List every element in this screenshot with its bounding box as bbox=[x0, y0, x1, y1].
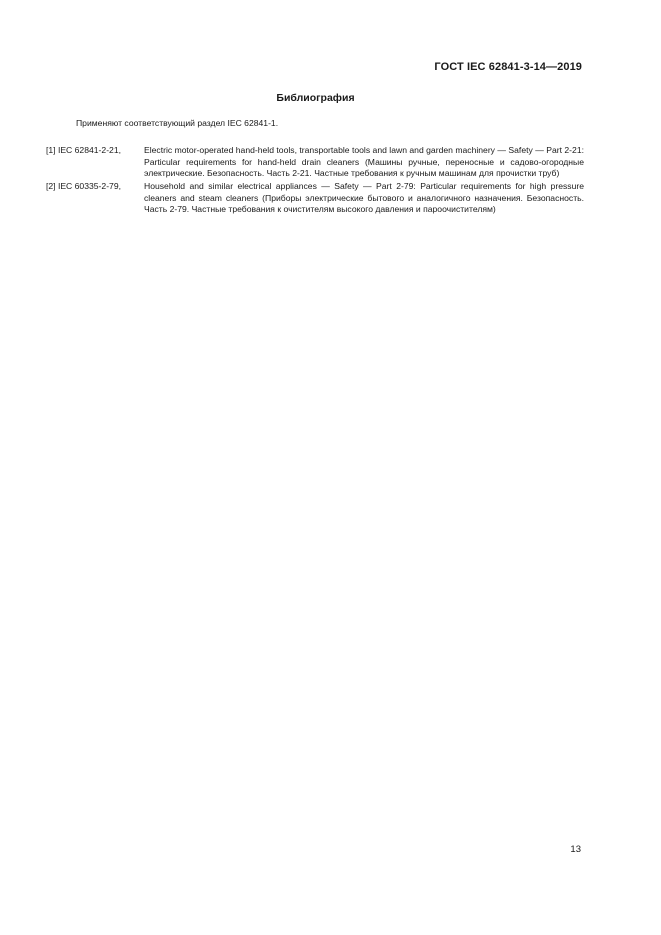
document-code-header: ГОСТ IEC 62841-3-14—2019 bbox=[434, 61, 582, 73]
bibliography-entry bbox=[46, 145, 584, 180]
bibliography-entry-text: Household and similar electrical appliances — Safety — Part 2-79: Particular requirements for high pressure cleaners and steam cleaners (Приборы электрические бытового и аналогичного назначения. Безопасность. Часть 2-79. Частные требования к очистителям высокого давления и пароочистителям) bbox=[144, 181, 584, 214]
bibliography-list bbox=[46, 145, 584, 217]
bibliography-reference-number: [2] IEC 60335-2-79, bbox=[46, 181, 122, 191]
page-number: 13 bbox=[570, 844, 581, 855]
bibliography-reference-number: [1] IEC 62841-2-21, bbox=[46, 145, 122, 155]
intro-paragraph: Применяют соответствующий раздел IEC 62841-1. bbox=[76, 118, 279, 128]
bibliography-entry bbox=[46, 181, 584, 216]
section-title: Библиография bbox=[276, 92, 355, 104]
bibliography-entry-text: Electric motor-operated hand-held tools, transportable tools and lawn and garden machinery — Safety — Part 2-21: Particular requirements for hand-held drain cleaners (Машины ручные, переносные и садово-огородные электрические. Безопасность. Часть 2-21. Частные требования к ручным машинам для прочистки труб) bbox=[144, 145, 584, 178]
